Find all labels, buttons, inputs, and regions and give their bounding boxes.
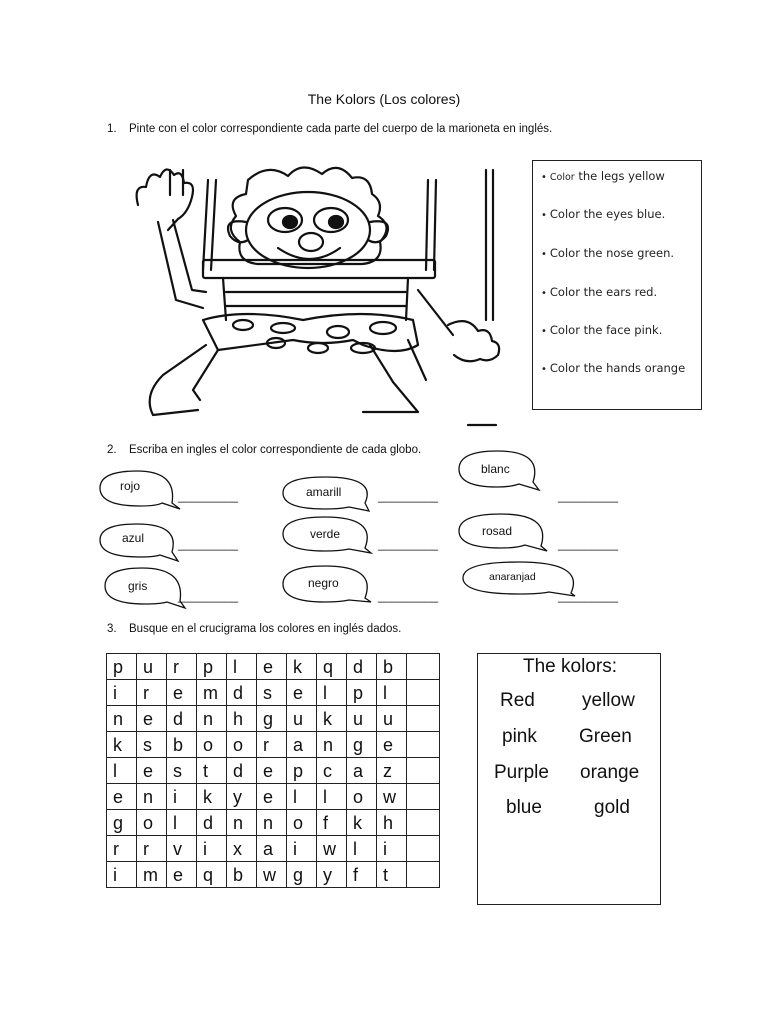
grid-cell[interactable]: q (317, 654, 347, 680)
grid-cell[interactable]: r (167, 654, 197, 680)
grid-cell[interactable]: y (227, 784, 257, 810)
answer-blank[interactable]: _________ (178, 489, 239, 503)
kolors-word: pink (502, 726, 537, 747)
balloon-label: rosad (482, 524, 513, 538)
grid-cell[interactable]: h (377, 810, 407, 836)
grid-row (107, 706, 440, 732)
instruction-item: • Color the face pink. (541, 323, 663, 337)
grid-cell[interactable]: e (377, 732, 407, 758)
answer-blank[interactable]: _________ (178, 537, 239, 551)
grid-row (107, 810, 440, 836)
grid-cell[interactable]: w (317, 836, 347, 862)
grid-cell[interactable]: w (377, 784, 407, 810)
grid-cell[interactable]: b (377, 654, 407, 680)
grid-cell[interactable]: i (197, 836, 227, 862)
grid-cell[interactable]: i (167, 784, 197, 810)
answer-blank[interactable]: _________ (378, 537, 439, 551)
word-search-grid (106, 653, 440, 888)
grid-cell[interactable]: o (137, 810, 167, 836)
grid-cell[interactable]: n (137, 784, 167, 810)
grid-row (107, 784, 440, 810)
grid-row (107, 654, 440, 680)
grid-cell[interactable]: o (227, 732, 257, 758)
grid-cell[interactable]: a (287, 732, 317, 758)
grid-cell[interactable]: f (317, 810, 347, 836)
grid-cell[interactable]: a (347, 758, 377, 784)
grid-cell[interactable]: b (167, 732, 197, 758)
grid-cell[interactable]: e (287, 680, 317, 706)
grid-cell[interactable] (407, 758, 440, 784)
grid-cell[interactable]: d (227, 758, 257, 784)
grid-cell[interactable]: r (257, 732, 287, 758)
grid-cell[interactable]: s (257, 680, 287, 706)
grid-cell[interactable]: r (137, 680, 167, 706)
instruction-item: • Color the ears red. (541, 285, 658, 299)
grid-cell[interactable]: i (107, 862, 137, 888)
grid-cell[interactable]: t (197, 758, 227, 784)
answer-blank[interactable]: _________ (558, 537, 619, 551)
page-title: The Kolors (Los colores) (307, 91, 461, 107)
grid-cell[interactable]: n (257, 810, 287, 836)
balloon-label: verde (310, 527, 341, 541)
grid-cell[interactable]: l (317, 784, 347, 810)
grid-cell[interactable]: c (317, 758, 347, 784)
grid-cell[interactable]: e (107, 784, 137, 810)
answer-blank[interactable]: _________ (558, 489, 619, 503)
grid-cell[interactable]: s (137, 732, 167, 758)
grid-cell[interactable]: k (347, 810, 377, 836)
kolors-word: Purple (494, 762, 549, 783)
grid-cell[interactable]: p (347, 680, 377, 706)
grid-cell[interactable]: z (377, 758, 407, 784)
grid-cell[interactable]: r (107, 836, 137, 862)
grid-cell[interactable]: m (137, 862, 167, 888)
grid-cell[interactable]: x (227, 836, 257, 862)
grid-cell[interactable]: e (167, 680, 197, 706)
grid-cell[interactable] (407, 654, 440, 680)
grid-cell[interactable]: n (107, 706, 137, 732)
grid-cell[interactable]: e (257, 784, 287, 810)
grid-cell[interactable]: p (287, 758, 317, 784)
balloon-label: negro (308, 576, 339, 590)
grid-cell[interactable]: d (227, 680, 257, 706)
grid-cell[interactable]: e (137, 758, 167, 784)
grid-cell[interactable]: e (257, 654, 287, 680)
grid-cell[interactable]: o (287, 810, 317, 836)
grid-cell[interactable]: p (197, 654, 227, 680)
balloon-label: azul (122, 531, 145, 545)
grid-cell[interactable] (407, 862, 440, 888)
balloon-label: anaranjad (489, 571, 536, 583)
grid-cell[interactable]: a (257, 836, 287, 862)
grid-cell[interactable]: n (227, 810, 257, 836)
answer-blank[interactable]: _________ (178, 589, 239, 603)
grid-cell[interactable]: g (257, 706, 287, 732)
grid-cell[interactable]: u (287, 706, 317, 732)
question-1-number: 1. (107, 123, 117, 135)
grid-cell[interactable]: e (167, 862, 197, 888)
grid-cell[interactable]: g (107, 810, 137, 836)
grid-cell[interactable] (407, 706, 440, 732)
question-3-text: Busque en el crucigrama los colores en inglés dados. (129, 623, 402, 635)
kolors-word: blue (506, 797, 542, 818)
grid-cell[interactable]: k (107, 732, 137, 758)
balloon-label: blanc (481, 462, 510, 476)
grid-cell[interactable]: g (287, 862, 317, 888)
instruction-item: • Color the eyes blue. (541, 207, 666, 221)
grid-cell[interactable]: l (287, 784, 317, 810)
kolors-heading: The kolors: (523, 656, 617, 677)
grid-row (107, 732, 440, 758)
grid-cell[interactable]: k (197, 784, 227, 810)
grid-cell[interactable]: k (317, 706, 347, 732)
grid-cell[interactable]: y (317, 862, 347, 888)
grid-cell[interactable]: u (137, 654, 167, 680)
grid-row (107, 680, 440, 706)
question-3-number: 3. (107, 623, 117, 635)
grid-cell[interactable]: i (377, 836, 407, 862)
grid-cell[interactable]: i (107, 680, 137, 706)
grid-cell[interactable] (407, 784, 440, 810)
balloon-label: amarill (306, 485, 342, 499)
answer-blank[interactable]: _________ (378, 589, 439, 603)
answer-blank[interactable]: _________ (378, 489, 439, 503)
grid-cell[interactable]: r (137, 836, 167, 862)
kolors-word: Green (579, 726, 632, 747)
grid-cell[interactable]: l (167, 810, 197, 836)
grid-cell[interactable] (407, 732, 440, 758)
grid-cell[interactable]: t (377, 862, 407, 888)
grid-cell[interactable]: k (287, 654, 317, 680)
grid-cell[interactable]: g (347, 732, 377, 758)
grid-cell[interactable]: l (377, 680, 407, 706)
question-1-text: Pinte con el color correspondiente cada parte del cuerpo de la marioneta en inglés. (129, 123, 553, 135)
kolors-word: orange (580, 762, 640, 783)
kolors-word: gold (594, 797, 630, 818)
grid-cell[interactable]: o (347, 784, 377, 810)
instruction-item: • Color the legs yellow (541, 169, 665, 183)
grid-cell[interactable]: o (197, 732, 227, 758)
balloon-label: rojo (120, 479, 141, 493)
grid-cell[interactable]: w (257, 862, 287, 888)
grid-cell[interactable]: b (227, 862, 257, 888)
grid-cell[interactable]: n (317, 732, 347, 758)
grid-cell[interactable]: u (377, 706, 407, 732)
grid-cell[interactable]: f (347, 862, 377, 888)
grid-cell[interactable]: h (227, 706, 257, 732)
grid-cell[interactable]: n (197, 706, 227, 732)
grid-row (107, 758, 440, 784)
grid-cell[interactable]: p (107, 654, 137, 680)
grid-cell[interactable]: e (257, 758, 287, 784)
grid-cell[interactable]: l (107, 758, 137, 784)
answer-blank[interactable]: _________ (558, 589, 619, 603)
grid-row (107, 836, 440, 862)
instruction-item: • Color the nose green. (541, 246, 675, 260)
grid-cell[interactable]: d (197, 810, 227, 836)
grid-cell[interactable]: l (227, 654, 257, 680)
grid-row (107, 862, 440, 888)
grid-cell[interactable]: i (287, 836, 317, 862)
grid-cell[interactable]: s (167, 758, 197, 784)
grid-cell[interactable]: l (317, 680, 347, 706)
instruction-item: • Color the hands orange (541, 361, 686, 375)
grid-cell[interactable]: u (347, 706, 377, 732)
kolors-word: Red (500, 690, 535, 711)
grid-cell[interactable] (407, 810, 440, 836)
kolors-word: yellow (582, 690, 635, 711)
grid-cell[interactable]: m (197, 680, 227, 706)
question-3 (107, 623, 401, 635)
grid-cell[interactable]: l (347, 836, 377, 862)
question-2-number: 2. (107, 444, 117, 456)
grid-cell[interactable]: d (347, 654, 377, 680)
grid-cell[interactable] (407, 680, 440, 706)
kolors-word-box (477, 653, 661, 905)
question-2-text: Escriba en ingles el color correspondiente de cada globo. (129, 444, 422, 456)
grid-cell[interactable]: v (167, 836, 197, 862)
grid-cell[interactable]: q (197, 862, 227, 888)
grid-cell[interactable]: e (137, 706, 167, 732)
grid-cell[interactable]: d (167, 706, 197, 732)
grid-cell[interactable] (407, 836, 440, 862)
balloon-label: gris (128, 579, 148, 593)
